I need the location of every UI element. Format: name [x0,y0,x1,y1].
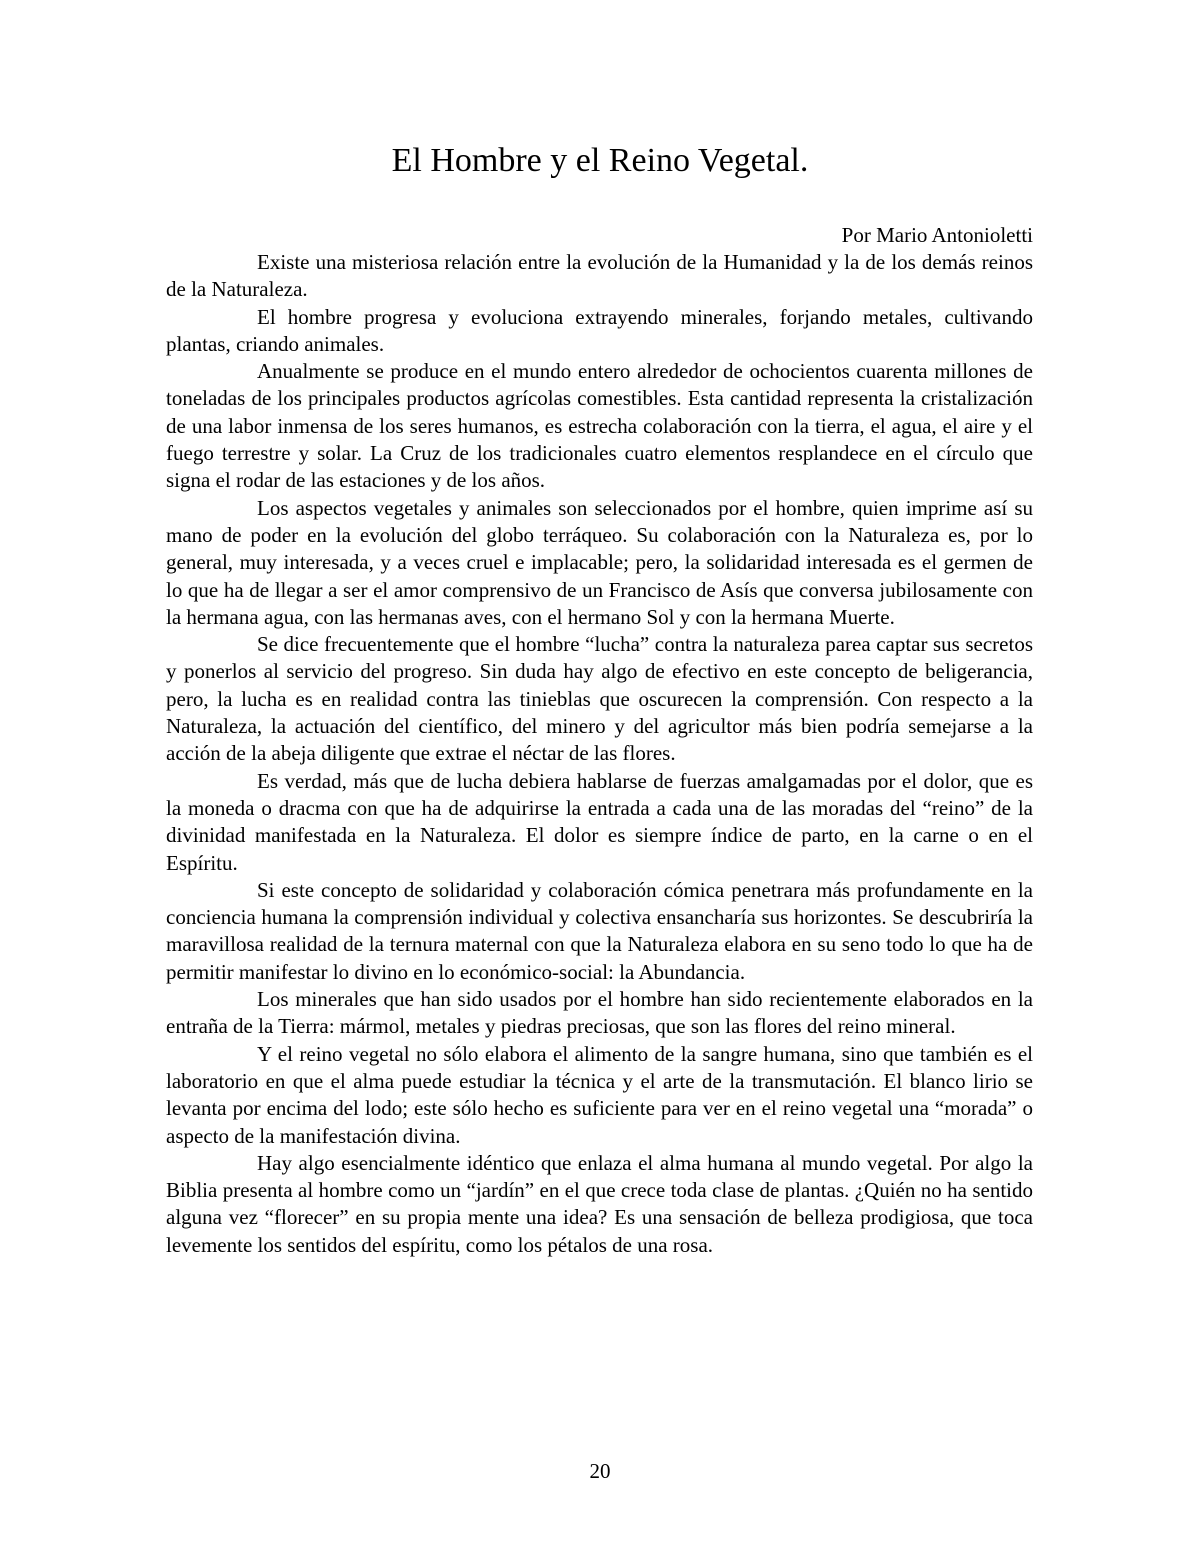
paragraph: Existe una misteriosa relación entre la evolución de la Humanidad y la de los demás reinos de la Naturaleza. [166,250,1033,302]
author-line: Por Mario Antonioletti [841,223,1033,247]
paragraph: Si este concepto de solidaridad y colaboración cómica penetrara más profundamente en la conciencia humana la comprensión individual y colectiva ensancharía sus horizontes. Se descubriría la maravillosa realidad de la ternura maternal con que la Naturaleza elabora en su seno todo lo que ha de permitir manifestar lo divino en lo económico-social: la Abundancia. [166,877,1033,984]
paragraph: Es verdad, más que de lucha debiera hablarse de fuerzas amalgamadas por el dolor, que es la moneda o dracma con que ha de adquirirse la entrada a cada una de las moradas del “reino” de la divinidad manifestada en la Naturaleza. El dolor es siempre índice de parto, en la carne o en el Espíritu. [166,768,1033,875]
paragraph: Se dice frecuentemente que el hombre “lucha” contra la naturaleza parea captar sus secretos y ponerlos al servicio del progreso. Sin duda hay algo de efectivo en este concepto de beligerancia, pero, la lucha es en realidad contra las tinieblas que oscurecen la comprensión. Con respecto a la Naturaleza, la actuación del científico, del minero y del agricultor más bien podría semejarse a la acción de la abeja diligente que extrae el néctar de las flores. [166,632,1033,766]
paragraph: Anualmente se produce en el mundo entero alrededor de ochocientos cuarenta millones de toneladas de los principales productos agrícolas comestibles. Esta cantidad representa la cristalización de una labor inmensa de los seres humanos, es estrecha colaboración con la tierra, el agua, el aire y el fuego terrestre y solar. La Cruz de los tradicionales cuatro elementos resplandece en el círculo que signa el rodar de las estaciones y de los años. [166,359,1033,493]
page-title: El Hombre y el Reino Vegetal. [391,142,809,179]
article-body [166,249,1033,1259]
paragraph: Y el reino vegetal no sólo elabora el alimento de la sangre humana, sino que también es el laboratorio en que el alma puede estudiar la técnica y el arte de la transmutación. El blanco lirio se levanta por encima del lodo; este sólo hecho es suficiente para ver en el reino vegetal una “morada” o aspecto de la manifestación divina. [166,1041,1033,1148]
page-number: 20 [589,1459,611,1483]
paragraph: Los aspectos vegetales y animales son seleccionados por el hombre, quien imprime así su mano de poder en la evolución del globo terráqueo. Su colaboración con la Naturaleza es, por lo general, muy interesada, y a veces cruel e implacable; pero, la solidaridad interesada es el germen de lo que ha de llegar a ser el amor comprensivo de un Francisco de Asís que conversa jubilosamente con la hermana agua, con las hermanas aves, con el hermano Sol y con la hermana Muerte. [166,495,1033,629]
paragraph: Los minerales que han sido usados por el hombre han sido recientemente elaborados en la entraña de la Tierra: mármol, metales y piedras preciosas, que son las flores del reino mineral. [166,987,1033,1039]
paragraph: El hombre progresa y evoluciona extrayendo minerales, forjando metales, cultivando plantas, criando animales. [166,304,1033,356]
paragraph: Hay algo esencialmente idéntico que enlaza el alma humana al mundo vegetal. Por algo la Biblia presenta al hombre como un “jardín” en el que crece toda clase de plantas. ¿Quién no ha sentido alguna vez “florecer” en su propia mente una idea? Es una sensación de belleza prodigiosa, que toca levemente los sentidos del espíritu, como los pétalos de una rosa. [166,1150,1033,1257]
